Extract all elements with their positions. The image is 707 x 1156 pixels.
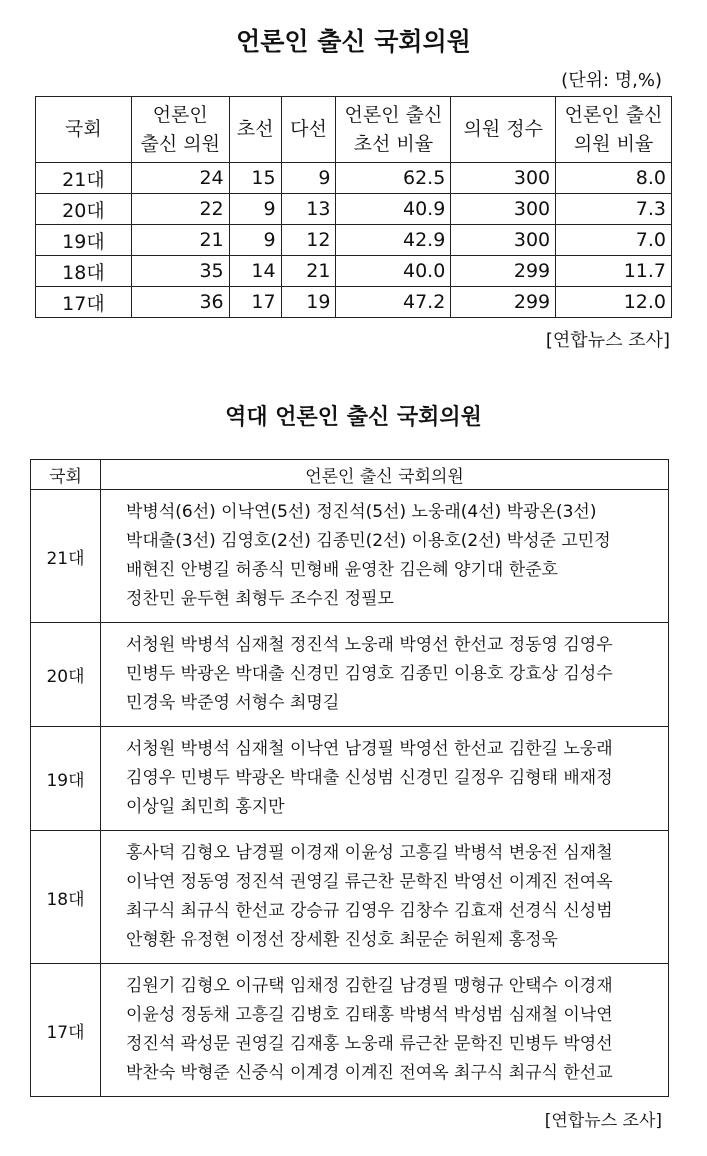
- cell-first: 9: [229, 194, 281, 225]
- names-line: 박대출(3선) 김영호(2선) 김종민(2선) 이용호(2선) 박성준 고민정: [126, 531, 611, 551]
- cell-ratio: 12.0: [556, 287, 672, 318]
- cell-seats: 299: [451, 256, 556, 287]
- cell-journalists: 24: [131, 163, 229, 194]
- journalist-stats-table: [35, 96, 672, 318]
- header-first-ratio: [336, 97, 451, 163]
- table2-row: [31, 623, 669, 727]
- cell-first: 9: [229, 225, 281, 256]
- names-line: 최구식 최규식 한선교 강승규 김영우 김창수 김효재 선경식 신성범: [126, 901, 613, 921]
- cell-seats: 300: [451, 225, 556, 256]
- unit-label: (단위: 명,%): [561, 70, 662, 91]
- cell-seats: 300: [451, 194, 556, 225]
- cell-first-ratio: 40.9: [336, 194, 451, 225]
- cell-first-ratio: 62.5: [336, 163, 451, 194]
- table1-row: [36, 225, 672, 256]
- table1-title: 언론인 출신 국회의원: [236, 27, 471, 56]
- journalist-members-table: [30, 459, 669, 1097]
- cell-term: 18대: [31, 831, 101, 964]
- cell-seats: 299: [451, 287, 556, 318]
- table2-row: [31, 964, 669, 1097]
- cell-journalists: 22: [131, 194, 229, 225]
- header-first-term: 초선: [229, 97, 281, 163]
- names-line: 이낙연 정동영 정진석 권영길 류근찬 문학진 박영선 이계진 전여옥: [126, 872, 613, 892]
- cell-multi: 9: [281, 163, 336, 194]
- names-line: 김영우 민병두 박광온 박대출 신성범 신경민 길정우 김형태 배재정: [126, 768, 613, 788]
- cell-term: 20대: [31, 623, 101, 727]
- table2-row: [31, 490, 669, 623]
- cell-term: 17대: [31, 964, 101, 1097]
- names-line: 민경욱 박준영 서형수 최명길: [126, 693, 340, 713]
- names-line: 김원기 김형오 이규택 임채정 김한길 남경필 맹형규 안택수 이경재: [126, 976, 613, 996]
- header-names: 언론인 출신 국회의원: [101, 460, 669, 490]
- header-multi-term: 다선: [281, 97, 336, 163]
- cell-ratio: 8.0: [556, 163, 672, 194]
- cell-first-ratio: 40.0: [336, 256, 451, 287]
- table2-header-row: [31, 460, 669, 490]
- cell-names: [101, 831, 669, 964]
- cell-journalists: 35: [131, 256, 229, 287]
- cell-first: 14: [229, 256, 281, 287]
- cell-first-ratio: 47.2: [336, 287, 451, 318]
- names-line: 박찬숙 박형준 신중식 이계경 이계진 전여옥 최구식 최규식 한선교: [126, 1063, 613, 1083]
- header-journalists: [131, 97, 229, 163]
- table1-row: [36, 256, 672, 287]
- header-term: 국회: [36, 97, 132, 163]
- names-line: 이상일 최민희 홍지만: [126, 797, 285, 817]
- names-line: 정진석 곽성문 권영길 김재홍 노웅래 류근찬 문학진 민병두 박영선: [126, 1034, 613, 1054]
- table2-source: [연합뉴스 조사]: [544, 1111, 662, 1131]
- cell-term: 21대: [36, 163, 132, 194]
- cell-ratio: 11.7: [556, 256, 672, 287]
- cell-names: [101, 964, 669, 1097]
- header-ratio-line2: 의원 비율: [573, 132, 654, 155]
- cell-ratio: 7.0: [556, 225, 672, 256]
- names-line: 안형환 유정현 이정선 장세환 진성호 최문순 허원제 홍정욱: [126, 930, 558, 950]
- table1-row: [36, 287, 672, 318]
- cell-first: 17: [229, 287, 281, 318]
- table1-row: [36, 163, 672, 194]
- header-seats: 의원 정수: [451, 97, 556, 163]
- header-ratio: [556, 97, 672, 163]
- names-line: 서청원 박병석 심재철 정진석 노웅래 박영선 한선교 정동영 김영우: [126, 635, 613, 655]
- table2-row: [31, 727, 669, 831]
- header-journalists-line2: 출신 의원: [140, 132, 220, 155]
- cell-term: 20대: [36, 194, 132, 225]
- table2-title: 역대 언론인 출신 국회의원: [225, 405, 482, 430]
- names-line: 이윤성 정동채 고흥길 김병호 김태홍 박병석 박성범 심재철 이낙연: [126, 1005, 613, 1025]
- cell-multi: 19: [281, 287, 336, 318]
- cell-multi: 21: [281, 256, 336, 287]
- table1-row: [36, 194, 672, 225]
- cell-term: 19대: [31, 727, 101, 831]
- header-journalists-line1: 언론인: [152, 103, 208, 126]
- cell-first-ratio: 42.9: [336, 225, 451, 256]
- names-line: 서청원 박병석 심재철 이낙연 남경필 박영선 한선교 김한길 노웅래: [126, 739, 613, 759]
- names-line: 민병두 박광온 박대출 신경민 김영호 김종민 이용호 강효상 김성수: [126, 664, 613, 684]
- cell-term: 21대: [31, 490, 101, 623]
- names-line: 홍사덕 김형오 남경필 이경재 이윤성 고흥길 박병석 변웅전 심재철: [126, 843, 613, 863]
- cell-journalists: 21: [131, 225, 229, 256]
- cell-names: [101, 727, 669, 831]
- table1-header-row: [36, 97, 672, 163]
- cell-multi: 12: [281, 225, 336, 256]
- header-ratio-line1: 언론인 출신: [564, 103, 663, 126]
- header-first-ratio-line2: 초선 비율: [353, 132, 434, 155]
- cell-seats: 300: [451, 163, 556, 194]
- cell-term: 17대: [36, 287, 132, 318]
- cell-names: [101, 623, 669, 727]
- header-term: 국회: [31, 460, 101, 490]
- names-line: 박병석(6선) 이낙연(5선) 정진석(5선) 노웅래(4선) 박광온(3선): [126, 502, 597, 522]
- cell-multi: 13: [281, 194, 336, 225]
- cell-term: 18대: [36, 256, 132, 287]
- names-line: 배현진 안병길 허종식 민형배 윤영찬 김은혜 양기대 한준호: [126, 560, 558, 580]
- cell-first: 15: [229, 163, 281, 194]
- header-first-ratio-line1: 언론인 출신: [344, 103, 443, 126]
- table2-row: [31, 831, 669, 964]
- names-line: 정찬민 윤두현 최형두 조수진 정필모: [126, 589, 394, 609]
- cell-journalists: 36: [131, 287, 229, 318]
- cell-term: 19대: [36, 225, 132, 256]
- table1-source: [연합뉴스 조사]: [545, 330, 670, 351]
- cell-names: [101, 490, 669, 623]
- cell-ratio: 7.3: [556, 194, 672, 225]
